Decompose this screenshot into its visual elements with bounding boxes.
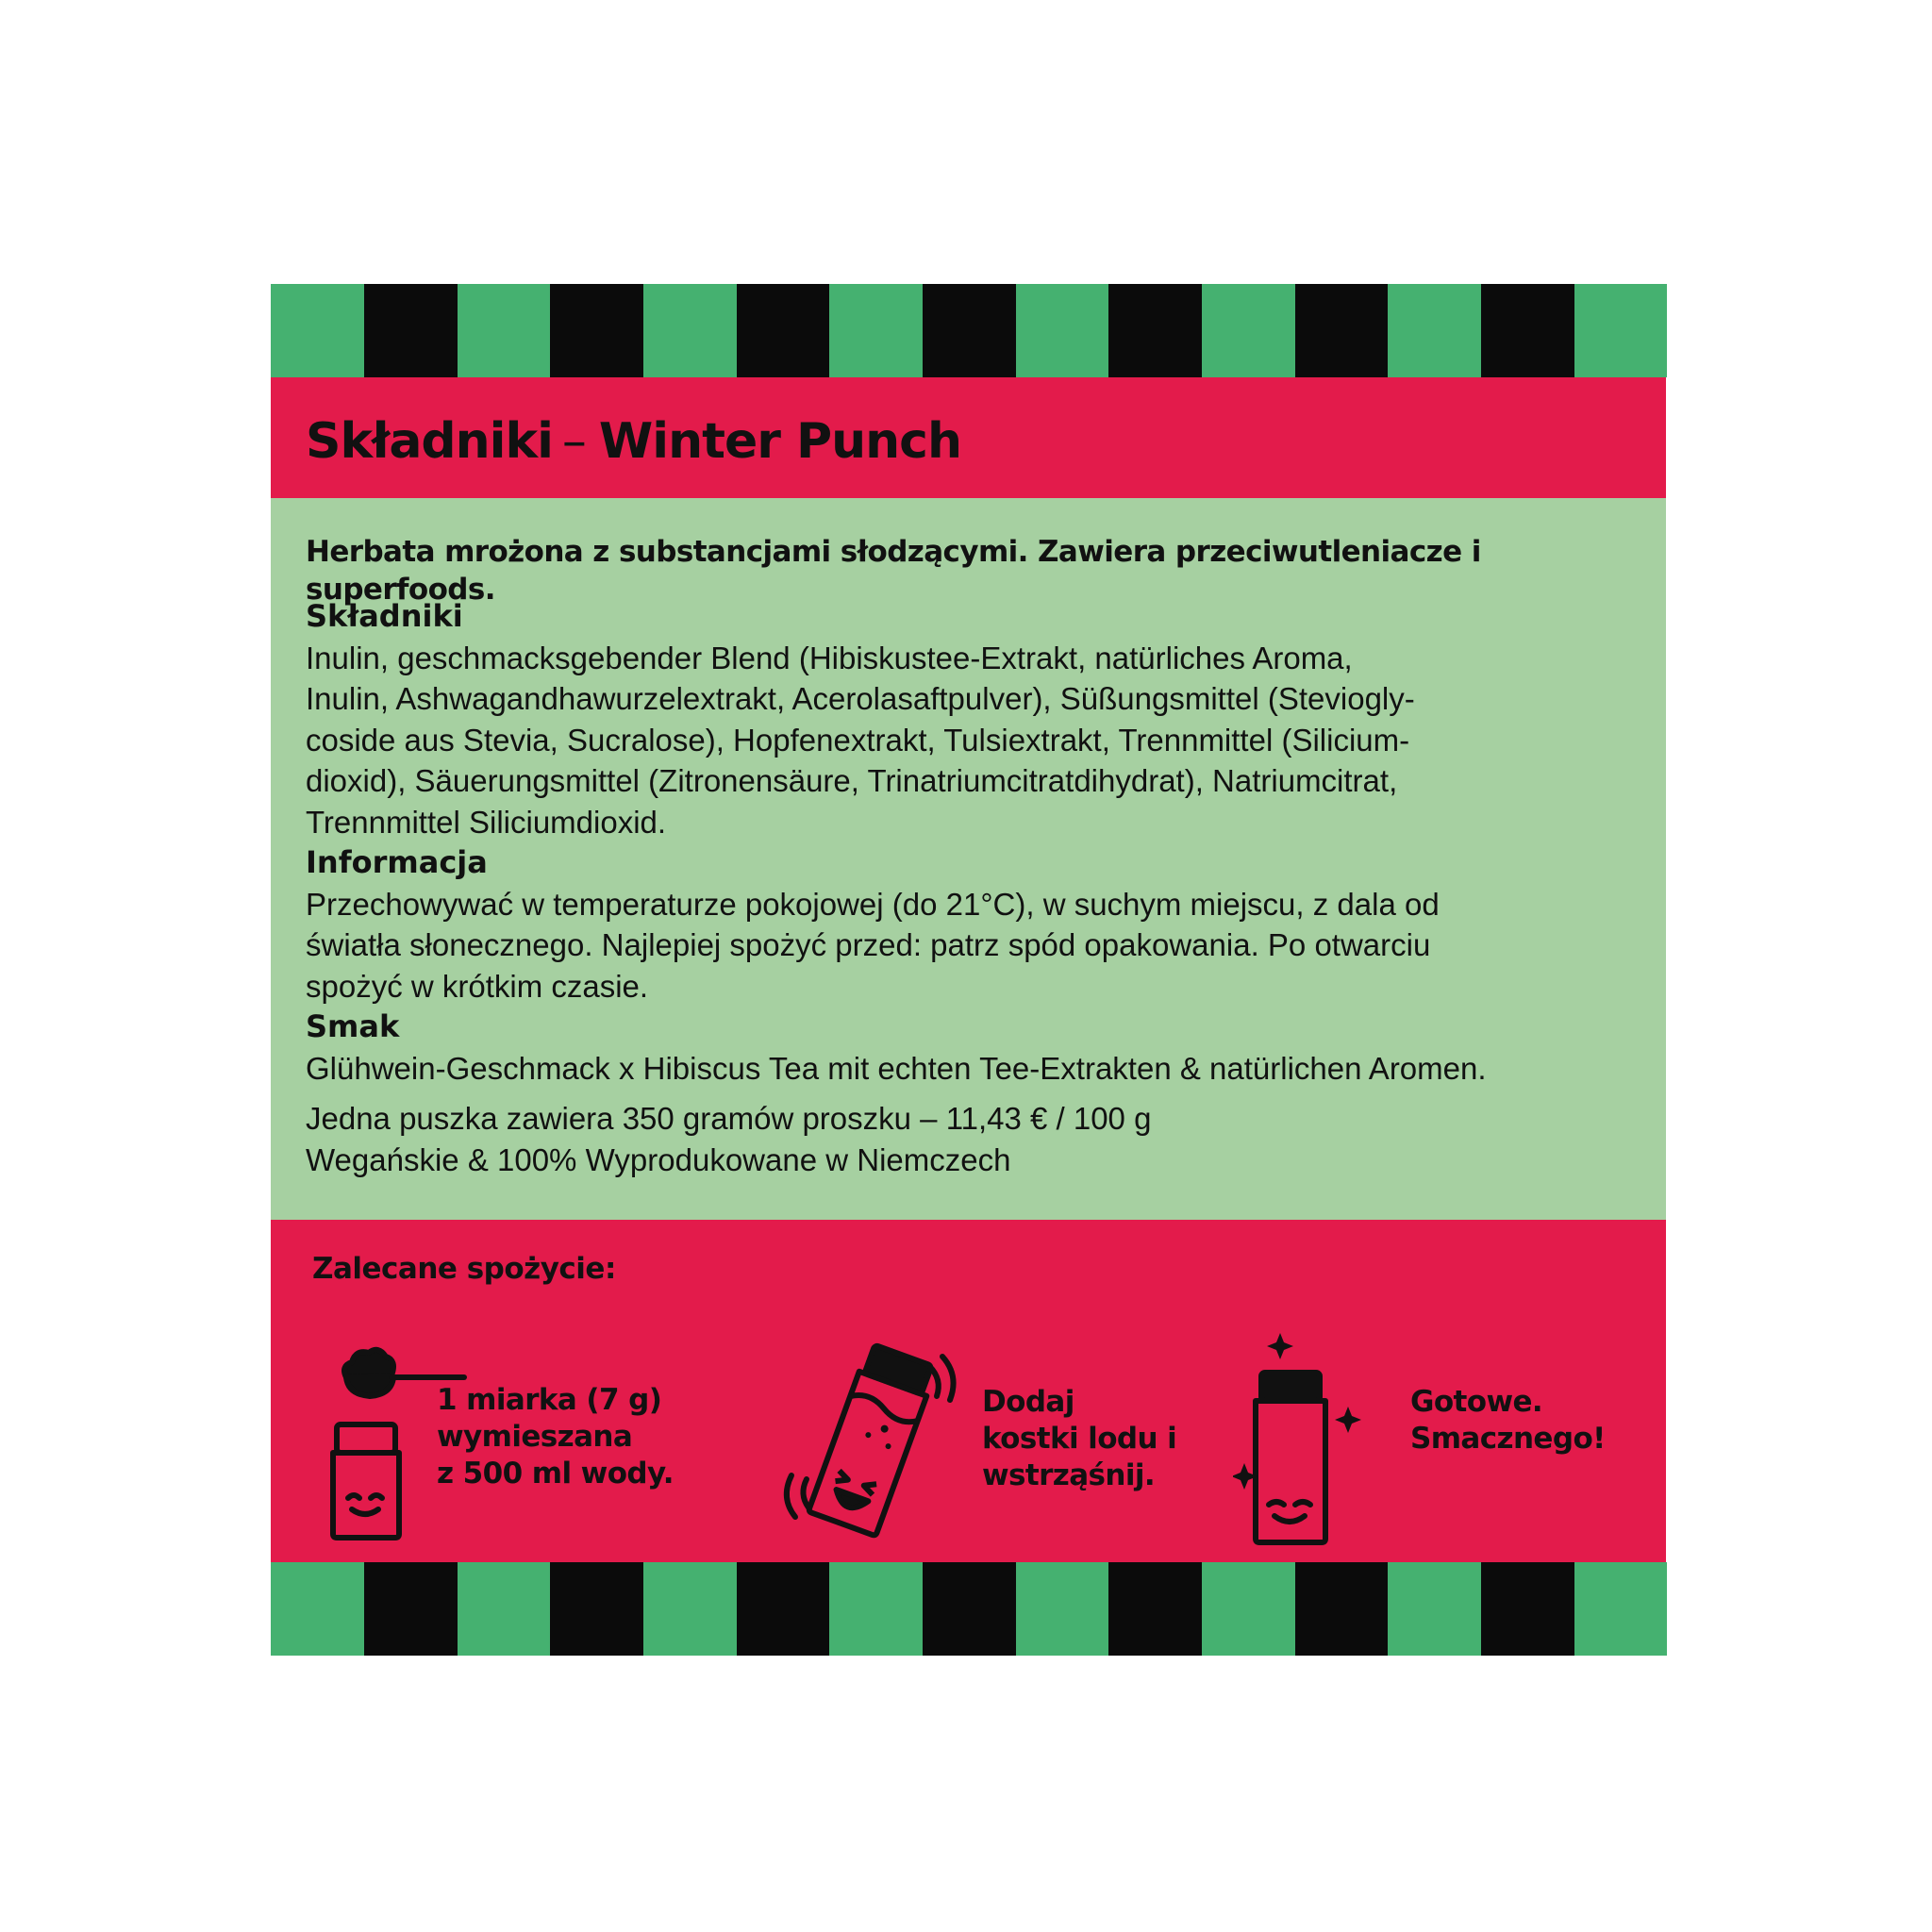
info-heading: Informacja bbox=[306, 844, 488, 880]
top-stripe-border bbox=[271, 284, 1666, 377]
bottom-stripe-border bbox=[271, 1562, 1666, 1656]
ingredients-line: Inulin, Ashwagandhawurzelextrakt, Acerolasaftpulver), Süßungsmittel (Steviogly- bbox=[306, 681, 1415, 716]
info-line: światła słonecznego. Najlepiej spożyć przed: patrz spód opakowania. Po otwarciu bbox=[306, 927, 1431, 962]
usage-step-3: Gotowe. Smacznego! bbox=[1410, 1385, 1606, 1456]
ingredients-line: Trennmittel Siliciumdioxid. bbox=[306, 804, 667, 840]
usage-step-2: Dodaj kostki lodu i wstrząśnij. bbox=[982, 1385, 1177, 1492]
vegan-origin-line: Wegańskie & 100% Wyprodukowane w Niemczech bbox=[306, 1141, 1011, 1177]
ingredients-heading: Składniki bbox=[306, 598, 463, 634]
usage-title: Zalecane spożycie: bbox=[312, 1252, 616, 1286]
ingredients-line: dioxid), Säuerungsmittel (Zitronensäure, Trinatriumcitratdihydrat), Natriumcitrat, bbox=[306, 763, 1398, 798]
package-content-line: Jedna puszka zawiera 350 gramów proszku – 11,43 € / 100 g bbox=[306, 1101, 1152, 1136]
ingredients-panel bbox=[271, 498, 1666, 1220]
sparkle-bottle-icon bbox=[1233, 1333, 1365, 1559]
product-description: Herbata mrożona z substancjami słodzącymi. Zawiera przeciwutleniacze i superfoods. bbox=[306, 535, 1481, 607]
usage-panel bbox=[271, 1220, 1666, 1562]
ingredients-body bbox=[306, 596, 1636, 1180]
info-line: Przechowywać w temperaturze pokojowej (do 21°C), w suchym miejscu, z dala od bbox=[306, 886, 1440, 922]
usage-step-1: 1 miarka (7 g) wymieszana z 500 ml wody. bbox=[437, 1383, 674, 1491]
taste-heading: Smak bbox=[306, 1008, 400, 1044]
info-line: spożyć w krótkim czasie. bbox=[306, 968, 649, 1004]
product-label-card bbox=[271, 284, 1666, 1656]
taste-line: Glühwein-Geschmack x Hibiscus Tea mit echten Tee-Extrakten & natürlichen Aromen. bbox=[306, 1050, 1487, 1086]
shaking-bottle-icon bbox=[771, 1338, 969, 1545]
ingredients-line: coside aus Stevia, Sucralose), Hopfenextrakt, Tulsiextrakt, Trennmittel (Silicium- bbox=[306, 722, 1410, 758]
title-band bbox=[271, 377, 1666, 498]
ingredients-line: Inulin, geschmacksgebender Blend (Hibiskustee-Extrakt, natürliches Aroma, bbox=[306, 640, 1353, 675]
page-title: Składniki – Winter Punch bbox=[306, 413, 961, 470]
